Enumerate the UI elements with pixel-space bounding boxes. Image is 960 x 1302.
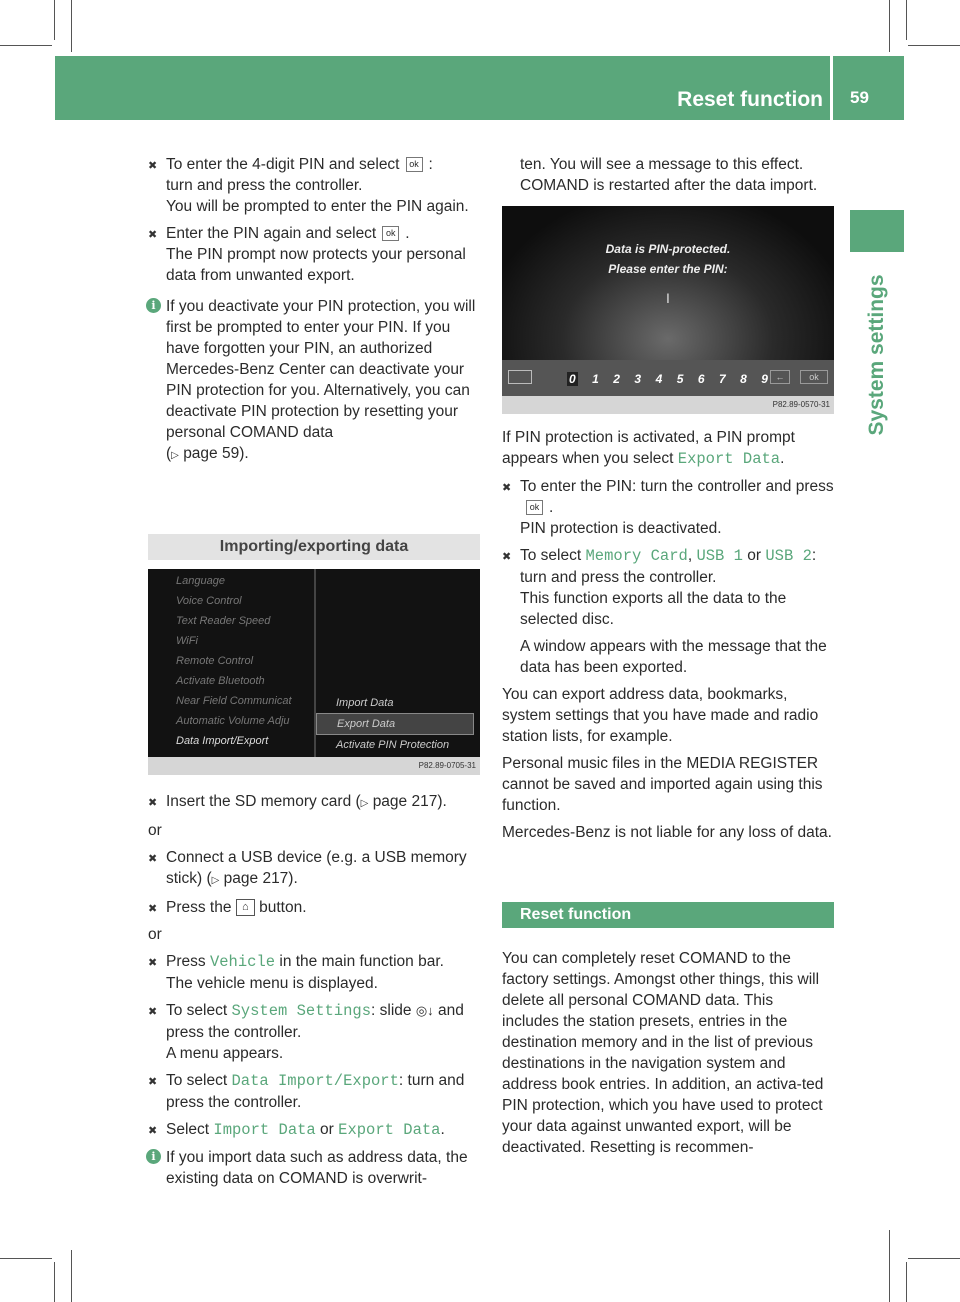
left-column bbox=[148, 154, 480, 472]
crop-mark bbox=[908, 45, 960, 46]
right-column-body bbox=[502, 427, 834, 849]
or-text: or bbox=[148, 926, 162, 943]
crop-mark bbox=[906, 1262, 907, 1302]
side-tab bbox=[850, 210, 904, 252]
step-select-target: ✖ To select Memory Card, USB 1 or USB 2: turn and press the controller. This function exports all the data to the selected disc. A window appears with the message that the data has been exported. bbox=[502, 545, 834, 678]
crop-mark bbox=[54, 1262, 55, 1302]
menu-term: Vehicle bbox=[209, 953, 276, 971]
digit: 8 bbox=[740, 372, 747, 386]
menu-term: USB 2 bbox=[765, 547, 812, 565]
pin-message-line1: Data is PIN-protected. bbox=[605, 242, 731, 256]
step-connect-usb: ✖ Connect a USB device (e.g. a USB memory stick) (▷ page 217). bbox=[148, 849, 467, 887]
header-separator bbox=[830, 56, 833, 120]
step-enter-pin-turn: ✖ To enter the PIN: turn the controller and pressok . PIN protection is deactivated. bbox=[502, 478, 834, 537]
pin-message-line2: Please enter the PIN: bbox=[608, 262, 728, 276]
step-select-import-export: ✖ Select Import Data or Export Data. bbox=[148, 1119, 480, 1141]
page-ref-icon: ▷ bbox=[360, 798, 369, 809]
digit-bar bbox=[502, 360, 834, 396]
menu-item: Automatic Volume Adju bbox=[176, 715, 290, 727]
info-note: i If you deactivate your PIN protection, you will first be prompted to enter your PIN. If you have forgotten your PIN, an authorized Mercedes-Benz Center can deactivate your PIN protection for you. Alternatively, you can deactivate PIN protection by resetting your personal COMAND data (▷ page 59). bbox=[148, 296, 480, 466]
menu-term: Memory Card bbox=[585, 547, 688, 565]
step-insert-sd: ✖ Insert the SD memory card (▷ page 217). bbox=[148, 791, 480, 814]
menu-item-selected: Data Import/Export bbox=[176, 735, 269, 747]
crop-mark bbox=[889, 1230, 890, 1302]
ok-button-icon: ok bbox=[526, 500, 543, 515]
screenshot-data-import-export bbox=[148, 569, 480, 757]
settings-menu bbox=[148, 571, 314, 751]
arrow-icon: ✖ bbox=[148, 160, 158, 172]
digit: 2 bbox=[613, 372, 620, 386]
crop-mark bbox=[889, 0, 890, 52]
crop-mark bbox=[54, 0, 55, 40]
step-select-system-settings: ✖ To select System Settings: slide ◎↓ and press the controller. A menu appears. bbox=[148, 1002, 464, 1062]
submenu-item-selected: Export Data bbox=[316, 713, 474, 735]
continued-paragraph: ten. You will see a message to this effect. COMAND is restarted after the data import. bbox=[520, 156, 818, 194]
crop-mark bbox=[906, 0, 907, 40]
digit: 6 bbox=[697, 372, 705, 386]
step-note: A window appears with the message that the data has been exported. bbox=[520, 638, 827, 676]
arrow-icon: ✖ bbox=[148, 1125, 158, 1137]
arrow-icon: ✖ bbox=[502, 551, 512, 563]
section-heading-reset: Reset function bbox=[502, 902, 834, 928]
page-title: Reset function bbox=[677, 88, 823, 111]
digit: 5 bbox=[676, 372, 684, 386]
right-column-top bbox=[520, 154, 834, 202]
image-caption: P82.89-0570-31 bbox=[502, 396, 834, 414]
page-number: 59 bbox=[850, 88, 869, 107]
arrow-icon: ✖ bbox=[502, 482, 512, 494]
menu-item: Activate Bluetooth bbox=[176, 675, 265, 687]
menu-item: Voice Control bbox=[176, 595, 242, 607]
crop-mark bbox=[71, 0, 72, 52]
ok-key: ok bbox=[800, 370, 828, 384]
section-heading-import-export: Importing/exporting data bbox=[148, 534, 480, 560]
or-text: or bbox=[148, 822, 162, 839]
menu-item: Text Reader Speed bbox=[176, 615, 271, 627]
crop-mark bbox=[71, 1250, 72, 1302]
page-ref-icon: ▷ bbox=[171, 450, 179, 461]
menu-term: Export Data bbox=[338, 1121, 441, 1139]
pin-cursor: I bbox=[666, 290, 670, 306]
menu-item: WiFi bbox=[176, 635, 198, 647]
digit: 9 bbox=[761, 372, 768, 386]
menu-item: Near Field Communicat bbox=[176, 695, 292, 707]
menu-term: Data Import/Export bbox=[231, 1072, 399, 1090]
step-enter-pin: ✖ To enter the 4-digit PIN and select ok : turn and press the controller. You will be prompted to enter the PIN again. bbox=[148, 156, 469, 215]
paragraph: You can export address data, bookmarks, system settings that you have made and radio station lists, for example. bbox=[502, 686, 819, 745]
paragraph: If PIN protection is activated, a PIN prompt appears when you select Export Data. bbox=[502, 429, 795, 468]
paragraph: You can completely reset COMAND to the factory settings. Amongst other things, this will delete all personal COMAND data. This includes the station presets, entries in the destination memory and in the list of previous destinations in the navigation system and address book entries. In addition, an activa-ted PIN protection, which you have used to protect your data against unwanted export, will be deactivated. Resetting is recommen- bbox=[502, 950, 824, 1156]
arrow-icon: ✖ bbox=[148, 853, 158, 865]
info-icon: i bbox=[146, 298, 161, 313]
ok-button-icon: ok bbox=[382, 226, 399, 241]
paragraph: Mercedes-Benz is not liable for any loss of data. bbox=[502, 824, 832, 841]
car-button-icon: ⌂ bbox=[236, 899, 255, 916]
menu-item: Remote Control bbox=[176, 655, 254, 667]
page-ref-icon: ▷ bbox=[211, 875, 220, 886]
paragraph: Personal music files in the MEDIA REGISTER cannot be saved and imported again using this function. bbox=[502, 755, 823, 814]
arrow-icon: ✖ bbox=[148, 903, 158, 915]
ok-button-icon: ok bbox=[406, 157, 423, 172]
step-press-vehicle-button: ✖ Press the ⌂ button. bbox=[148, 897, 480, 918]
right-column-reset bbox=[502, 948, 834, 1164]
submenu-item: Activate PIN Protection bbox=[336, 739, 450, 751]
crop-mark bbox=[0, 45, 52, 46]
menu-item: Language bbox=[176, 575, 225, 587]
screenshot-pin-prompt bbox=[502, 206, 834, 396]
arrow-icon: ✖ bbox=[148, 1006, 158, 1018]
digit: 4 bbox=[655, 372, 663, 386]
image-caption: P82.89-0705-31 bbox=[148, 757, 480, 775]
left-column-steps bbox=[148, 791, 480, 1195]
menu-term: Import Data bbox=[213, 1121, 316, 1139]
info-note: i If you import data such as address data, the existing data on COMAND is overwrit- bbox=[148, 1147, 480, 1189]
arrow-icon: ✖ bbox=[148, 1076, 158, 1088]
arrow-icon: ✖ bbox=[148, 957, 158, 969]
menu-term: USB 1 bbox=[696, 547, 743, 565]
menu-term: System Settings bbox=[231, 1002, 372, 1020]
step-press-vehicle: ✖ Press Vehicle in the main function bar. The vehicle menu is displayed. bbox=[148, 953, 444, 992]
crop-mark bbox=[0, 1258, 52, 1259]
submenu-item: Import Data bbox=[336, 697, 394, 709]
digit: 1 bbox=[592, 372, 599, 386]
digit: 0 bbox=[569, 372, 576, 386]
digit: 7 bbox=[718, 372, 726, 386]
digit: 3 bbox=[634, 372, 642, 386]
back-icon bbox=[508, 370, 532, 384]
step-enter-pin-again: ✖ Enter the PIN again and select ok . The PIN prompt now protects your personal data from unwanted export. bbox=[148, 225, 466, 284]
arrow-icon: ✖ bbox=[148, 797, 158, 809]
delete-icon: ← bbox=[770, 370, 790, 384]
info-icon: i bbox=[146, 1149, 161, 1164]
chapter-label: System settings bbox=[865, 274, 888, 436]
submenu bbox=[316, 693, 474, 755]
arrow-icon: ✖ bbox=[148, 229, 158, 241]
step-select-data-import-export: ✖ To select Data Import/Export: turn and press the controller. bbox=[148, 1072, 465, 1111]
crop-mark bbox=[908, 1258, 960, 1259]
digit-list bbox=[562, 370, 773, 388]
menu-term: Export Data bbox=[677, 450, 781, 468]
controller-slide-icon: ◎↓ bbox=[415, 1003, 434, 1018]
